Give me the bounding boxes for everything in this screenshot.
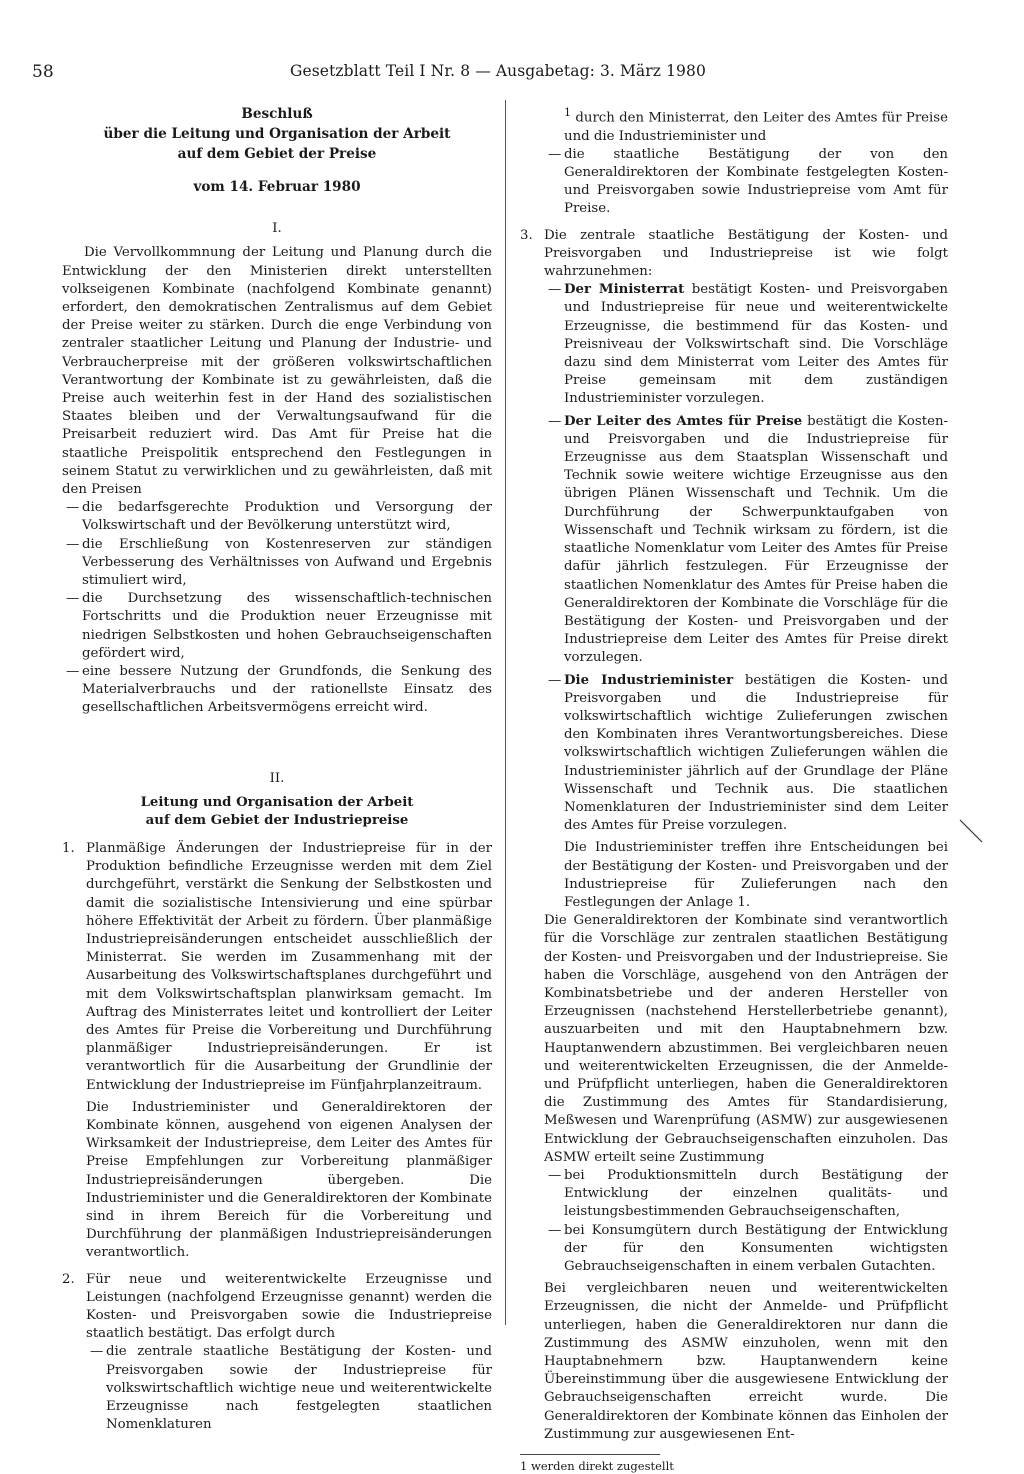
paragraph-1: 1. Planmäßige Änderungen der Industriepreise für in der Produktion befindliche Erzeugnisse werden mit dem Ziel durchgeführt, verstärkt die Senkung der Selbstkosten und damit die sozialistische Intensivierung und eine spürbar höhere Effektivität der Arbeit zu fördern. Über planmäßige Industriepreisänderungen entscheidet ausschließlich der Ministerrat. Sie werden im Zusammenhang mit der Ausarbeitung des Volkswirtschaftsplanes durchgeführt und mit dem Volkswirtschaftsplan planwirksam gemacht. Im Auftrag des Ministerrates leitet und kontrolliert der Leiter des Amtes für Preise die Vorbereitung und Durchführung planmäßiger Industriepreisänderungen. Er ist verantwortlich für die Ausarbeitung der Grundlinie der Entwicklung der Industriepreise im Fünfjahrplanzeitraum. [62, 840, 492, 1093]
decree-date: vom 14. Februar 1980 [193, 179, 361, 195]
running-head: Gesetzblatt Teil I Nr. 8 — Ausgabetag: 3. März 1980 [290, 62, 706, 80]
list-item: — die Durchsetzung des wissenschaftlich-technischen Fortschritts und die Produktion neuer Erzeugnisse mit niedrigen Selbstkosten und hohen Gebrauchseigenschaften gefördert wird, [66, 591, 492, 661]
list-item: — die zentrale staatliche Bestätigung der Kosten- und Preisvorgaben sowie der Industriepreise für volkswirtschaftlich wichtige neue und weiterentwickelte Erzeugnisse nach festgelegten staatlichen Nomenklaturen [90, 1344, 492, 1433]
paragraph-2: 2. Für neue und weiterentwickelte Erzeugnisse und Leistungen (nachfolgend Erzeugnisse genannt) werden die Kosten- und Preisvorgaben sowie die Industriepreise staatlich bestätigt. Das erfolgt durch [62, 1271, 492, 1342]
paragraph-3: 3. Die zentrale staatliche Bestätigung der Kosten- und Preisvorgaben und Industriepreise ist wie folgt wahrzunehmen: [520, 227, 948, 280]
section-heading-1: I. [272, 221, 282, 237]
footnote: 1 werden direkt zugestellt [520, 1459, 674, 1474]
section-heading-2: II. [269, 770, 285, 786]
paragraph-3-continued: Die Industrieminister treffen ihre Entscheidungen bei der Bestätigung der Kosten- und Preisvorgaben und der Industriepreise für Zulieferungen nach den Festlegungen der Anlage 1. [564, 840, 948, 910]
right-column [520, 104, 948, 1474]
list-item: — die bedarfsgerechte Produktion und Versorgung der Volkswirtschaft und der Bevölkerung unterstützt wird, [66, 500, 492, 534]
list-item: — Die Industrieminister bestätigen die Kosten- und Preisvorgaben und die Industriepreise für volkswirtschaftlich wichtige Zulieferungen zwischen den Kombinaten ihres Verantwortungsbereiches. Diese volkswirtschaftlich wichtigen Zulieferungen wählen die Industrieminister jährlich auf der Grundlage der Pläne Wissenschaft und Technik aus. Die staatlichen Nomenklaturen der Industrieminister sind dem Leiter des Amtes für Preise vorzulegen. [548, 672, 948, 834]
list-item: — Der Ministerrat bestätigt Kosten- und Preisvorgaben und Industriepreise für neue und weiterentwickelte Erzeugnisse, die bestimmend für das Kosten- und Preisniveau der Volkswirtschaft sind. Die Vorschläge dazu sind dem Ministerrat vom Leiter des Amtes für Preise gemeinsam mit dem zuständigen Industrieminister vorzulegen. [548, 282, 948, 407]
list-item: — Der Leiter des Amtes für Preise bestätigt die Kosten- und Preisvorgaben und die Industriepreise für Erzeugnisse aus dem Staatsplan Wissenschaft und Technik sowie weitere wichtige Erzeugnisse aus den übrigen Plänen Wissenschaft und Technik. Um die Durchführung der Schwerpunktaufgaben von Wissenschaft und Technik wirksam zu fördern, ist die staatliche Nomenklatur vom Leiter des Amtes für Preise dafür jährlich festzulegen. Für Erzeugnisse der staatlichen Nomenklatur des Amtes für Preise haben die Generaldirektoren der Kombinate die Vorschläge für die Bestätigung der Kosten- und Preisvorgaben und der Industriepreise dem Leiter des Amtes für Preise direkt vorzulegen. [548, 413, 948, 666]
title-line-3: auf dem Gebiet der Preise [177, 146, 377, 162]
list-item: — die staatliche Bestätigung der von den Generaldirektoren der Kombinate festgelegten Kosten- und Preisvorgaben sowie Industriepreise vom Amt für Preise. [548, 146, 948, 217]
margin-stroke-mark [958, 818, 984, 844]
column-divider [505, 100, 506, 1325]
left-column [62, 104, 492, 1434]
section-2-subheading: Leitung und Organisation der Arbeit auf dem Gebiet der Industriepreise [140, 794, 414, 828]
paragraph-5: Bei vergleichbaren neuen und weiterentwickelten Erzeugnissen, die nicht der Anmelde- und Prüfpflicht unterliegen, haben die Generaldirektoren nur dann die Zustimmung des ASMW einzuholen, wenn mit den Hauptabnehmern bzw. Hauptanwendern keine Übereinstimmung über die ausgewiesene Entwicklung der Gebrauchseigenschaften erreicht wurde. Die Generaldirektoren der Kombinate können das Einholen der Zustimmung zur ausgewiesenen Ent- [544, 1281, 948, 1442]
list-item-continued: $^1$ durch den Ministerrat, den Leiter des Amtes für Preise und die Industrieminister und [564, 106, 948, 144]
list-item: — die Erschließung von Kostenreserven zur ständigen Verbesserung des Verhältnisses von Aufwand und Ergebnis stimuliert wird, [66, 536, 492, 589]
page-number: 58 [32, 62, 54, 82]
page-header [32, 62, 992, 86]
title-line-2: über die Leitung und Organisation der Arbeit [103, 126, 451, 142]
footnote-divider [520, 1454, 660, 1455]
list-item: — eine bessere Nutzung der Grundfonds, die Senkung des Materialverbrauchs und der rationellste Einsatz des gesellschaftlichen Arbeitsvermögens erreicht wird. [66, 664, 492, 716]
list-item: — bei Konsumgütern durch Bestätigung der Entwicklung der für den Konsumenten wichtigsten Gebrauchseigenschaften in einem verbalen Gutachten. [548, 1222, 948, 1275]
paragraph-1-continued: Die Industrieminister und Generaldirektoren der Kombinate können, ausgehend von eigenen Analysen der Wirksamkeit der Industriepreise, dem Leiter des Amtes für Preise Empfehlungen zur Vorbereitung planmäßiger Industriepreisänderungen übergeben. Die Industrieminister und die Generaldirektoren der Kombinate sind in ihrem Bereich für die Vorbereitung und Durchführung der planmäßigen Industriepreisänderungen verantwortlich. [86, 1099, 492, 1261]
list-item: — bei Produktionsmitteln durch Bestätigung der Entwicklung der einzelnen qualitäts- und leistungsbestimmenden Gebrauchseigenschaften, [548, 1168, 948, 1220]
paragraph-4: Die Generaldirektoren der Kombinate sind verantwortlich für die Vorschläge zur zentralen staatlichen Bestätigung der Kosten- und Preisvorgaben und der Industriepreise. Sie haben die Vorschläge, ausgehend von den Anträgen der Kombinatsbetriebe und der anderen Hersteller von Erzeugnissen (nachstehend Herstellerbetriebe genannt), auszuarbeiten und mit den Hauptabnehmern bzw. Hauptanwendern abzustimmen. Bei vergleichbaren neuen und weiterentwickelten Erzeugnissen, die der Anmelde- und Prüfpflicht unterliegen, haben die Generaldirektoren die Zustimmung des Amtes für Standardisierung, Meßwesen und Warenprüfung (ASMW) zur ausgewiesenen Entwicklung der Gebrauchseigenschaften einzuholen. Das ASMW erteilt seine Zustimmung [544, 913, 948, 1165]
title-line-1: Beschluß [241, 106, 313, 122]
section-1-intro: Die Vervollkommnung der Leitung und Planung durch die Entwicklung der den Ministerien direkt unterstellten volkseigenen Kombinate (nachfolgend Kombinate genannt) erfordert, den demokratischen Zentralismus auf dem Gebiet der Preise weiter zu stärken. Durch die enge Verbindung von zentraler staatlicher Leitung und Planung der Industrie- und Verbraucherpreise mit der größeren volkswirtschaftlichen Verantwortung der Kombinate ist zu gewährleisten, daß die Preise auch weiterhin fest in der Hand des sozialistischen Staates bleiben und der Verwaltungsaufwand für die Preisarbeit reduziert wird. Das Amt für Preise hat die staatliche Preispolitik entsprechend den Festlegungen in seinem Statut zu verwirklichen und zu gewährleisten, daß mit den Preisen [62, 245, 492, 498]
